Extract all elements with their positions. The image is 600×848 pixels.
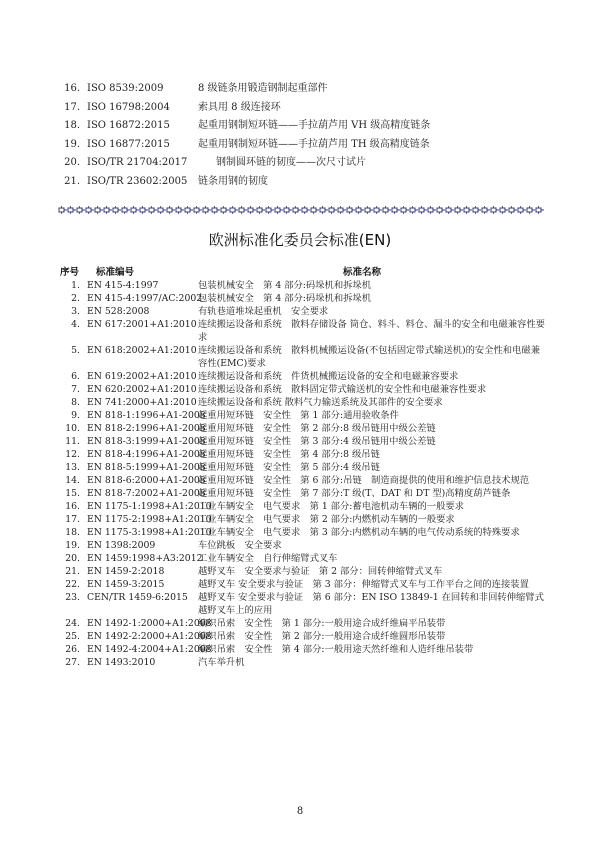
iso-standards-list bbox=[58, 80, 558, 192]
list-item: 3. EN 528:2008 有轨巷道堆垛起重机 安全要求 bbox=[71, 306, 329, 317]
list-item: 20. EN 1459:1998+A3:2012 工业车辆安全 自行伸缩臂式叉车 bbox=[65, 553, 338, 564]
list-item: 9. EN 818-1:1996+A1-2008 起重用短环链 安全性 第 1 部分:通用验收条件 bbox=[71, 410, 399, 421]
list-item: 6. EN 619:2002+A1:2010 连续搬运设备和系统 件货机械搬运设备的安全和电磁兼容要求 bbox=[71, 371, 459, 382]
list-item: 19. ISO 16877:2015 起重用钢制短环链——手拉葫芦用 TH 级高精度链条 bbox=[64, 138, 430, 150]
list-item: 15. EN 818-7:2002+A1-2008 起重用短环链 安全性 第 7 部分:T 级(T、DAT 和 DT 型)高精度葫芦链条 bbox=[65, 488, 511, 499]
en-standards-list bbox=[58, 279, 558, 669]
list-item: 22. EN 1459-3:2015 越野叉车 安全要求与验证 第 3 部分：伸缩臂式叉车与工作平台之间的连接装置 bbox=[65, 579, 529, 590]
list-item: 16. ISO 8539:2009 8 级链条用锻造钢制起重部件 bbox=[64, 83, 328, 94]
page-number: 8 bbox=[296, 806, 304, 817]
ornamental-divider bbox=[58, 205, 544, 215]
header-standard-name: 标准名称 bbox=[343, 267, 382, 278]
list-item: 17. EN 1175-2:1998+A1:2010 工业车辆安全 电气要求 第 2 部分:内燃机动车辆的一般要求 bbox=[65, 514, 455, 525]
list-item: 7. EN 620:2002+A1:2010 连续搬运设备和系统 散料固定带式输送机的安全性和电磁兼容性要求 bbox=[71, 384, 487, 395]
list-item: 21. ISO/TR 23602:2005 链条用钢的韧度 bbox=[64, 175, 268, 187]
header-standard-code: 标准编号 bbox=[96, 267, 135, 278]
list-item: 18. EN 1175-3:1998+A1:2010 工业车辆安全 电气要求 第 3 部分:内燃机动车辆的电气传动系统的特殊要求 bbox=[65, 527, 520, 538]
list-item: 12. EN 818-4:1996+A1-2008 起重用短环链 安全性 第 4 部分:8 级吊链 bbox=[65, 449, 380, 460]
list-item: 27. EN 1493:2010 汽车举升机 bbox=[65, 657, 245, 668]
list-item: 10. EN 818-2:1996+A1-2008 起重用短环链 安全性 第 2 部分:8 级吊链用中级公差链 bbox=[65, 423, 436, 434]
list-item: 14. EN 818-6:2000+A1-2008 起重用短环链 安全性 第 6 部分:吊链 制造商提供的使用和维护信息技术规范 bbox=[65, 475, 530, 486]
list-item: 19. EN 1398:2009 车位跳板 安全要求 bbox=[65, 540, 282, 551]
list-item: 20. ISO/TR 21704:2017 钢制圆环链的韧度——次尺寸试片 bbox=[64, 157, 366, 169]
header-number: 序号 bbox=[60, 267, 80, 278]
list-item: 23. CEN/TR 1459-6:2015 越野叉车 安全要求与验证 第 6 部分：EN ISO 13849-1 在回转和非回转伸缩臂式越野叉车上的应用 bbox=[65, 592, 544, 616]
list-item: 2. EN 415-4:1997/AC:2002 包装机械安全 第 4 部分:码垛机和拆垛机 bbox=[71, 293, 372, 304]
list-item: 4. EN 617:2001+A1:2010 连续搬运设备和系统 散料存储设备 筒仓、料斗、料仓、漏斗的安全和电磁兼容性要求 bbox=[71, 319, 545, 343]
list-item: 16. EN 1175-1:1998+A1:2010 工业车辆安全 电气要求 第 1 部分:蓄电池机动车辆的一般要求 bbox=[65, 501, 464, 512]
list-item: 18. ISO 16872:2015 起重用钢制短环链——手拉葫芦用 VH 级高精度链条 bbox=[64, 120, 431, 132]
list-item: 17. ISO 16798:2004 索具用 8 级连接环 bbox=[64, 101, 281, 113]
list-item: 13. EN 818-5:1999+A1-2008 起重用短环链 安全性 第 5 部分:4 级吊链 bbox=[65, 462, 380, 473]
list-item: 25. EN 1492-2:2000+A1:2008 编织吊索 安全性 第 2 部分:一般用途合成纤维圆形吊装带 bbox=[65, 631, 446, 642]
section-title: 欧洲标准化委员会标准(EN) bbox=[208, 231, 392, 249]
list-item: 8. EN 741:2000+A1:2010 连续搬运设备和系统 散料气力输送系统及其部件的安全要求 bbox=[71, 397, 443, 408]
list-item: 26. EN 1492-4:2004+A1:2008 编织吊索 安全性 第 4 部分:一般用途天然纤维和人造纤维吊装带 bbox=[65, 644, 474, 655]
list-item: 24. EN 1492-1:2000+A1:2008 编织吊索 安全性 第 1 部分:一般用途合成纤维扁平吊装带 bbox=[65, 618, 446, 629]
list-item: 21. EN 1459-2:2018 越野叉车 安全要求与验证 第 2 部分：回转伸缩臂式叉车 bbox=[65, 566, 443, 577]
list-item: 11. EN 818-3:1999+A1-2008 起重用短环链 安全性 第 3 部分:4 级吊链用中级公差链 bbox=[65, 436, 436, 447]
list-item: 5. EN 618:2002+A1:2010 连续搬运设备和系统 散料机械搬运设备(不包括固定带式输送机)的安全性和电磁兼容性(EMC)要求 bbox=[71, 345, 540, 369]
list-item: 1. EN 415-4:1997 包装机械安全 第 4 部分:码垛机和拆垛机 bbox=[71, 280, 372, 291]
